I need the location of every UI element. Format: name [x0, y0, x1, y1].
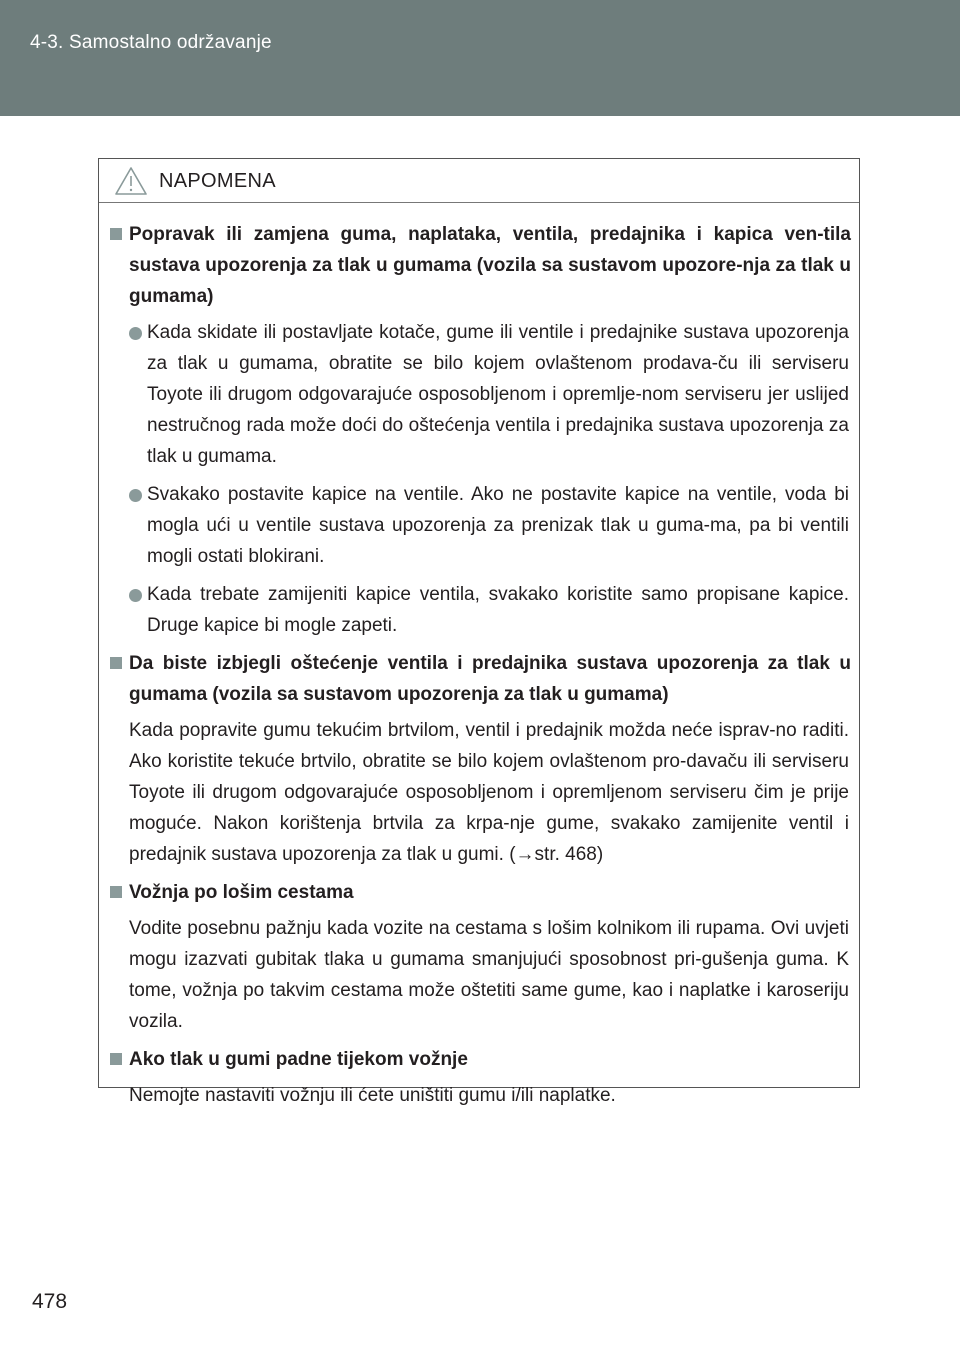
paragraph: Nemojte nastaviti vožnju ili ćete uništiti gumu i/ili naplatke.: [129, 1085, 616, 1106]
dot-bullet-icon: [129, 589, 142, 602]
square-bullet-icon: [110, 228, 122, 240]
list-item-text: Kada trebate zamijeniti kapice ventila, svakako koristite samo propisane kapice. Druge kapice bi mogle zapeti.: [147, 584, 849, 636]
paragraph: Kada popravite gumu tekućim brtvilom, ventil i predajnik možda neće isprav-no raditi. Ako koristite tekuće brtvilo, obratite se bilo kojem ovlaštenom pro-davaču ili serviseru Toyote ili drugom odgovarajuće osposobljenom i opremljenom serviseru čim je prije moguće. Nakon korištenja brtvila za krpa-nje gume, svakako zamijenite ventil i predajnik sustava upozorenja za tlak u gumi. (→str. 468): [129, 720, 849, 865]
note-title: NAPOMENA: [159, 170, 276, 192]
warning-icon: [114, 166, 148, 196]
section-heading-text: Popravak ili zamjena guma, naplataka, ventila, predajnika i kapica ven-tila sustava upozorenja za tlak u gumama (vozila sa sustavom upozore-nja za tlak u gumama): [129, 224, 851, 307]
list-item: [107, 317, 851, 472]
section-heading: [107, 877, 851, 908]
note-body: [99, 203, 859, 1111]
list-item: [107, 479, 851, 572]
section-heading-text: Vožnja po lošim cestama: [129, 882, 354, 903]
section-heading: [107, 648, 851, 710]
section-heading-text: Ako tlak u gumi padne tijekom vožnje: [129, 1049, 468, 1070]
section-heading: [107, 219, 851, 312]
dot-bullet-icon: [129, 327, 142, 340]
page-number: 478: [32, 1290, 68, 1313]
chapter-header: [0, 0, 960, 116]
list-item: [107, 579, 851, 641]
square-bullet-icon: [110, 657, 122, 669]
note-box: [98, 158, 860, 1106]
section-heading: [107, 1044, 851, 1075]
note-header: [99, 159, 859, 203]
dot-bullet-icon: [129, 489, 142, 502]
list-item-text: Kada skidate ili postavljate kotače, gume ili ventile i predajnike sustava upozorenja za tlak u gumama, obratite se bilo kojem ovlaštenom prodava-ču ili serviseru Toyote ili drugom odgovarajuće osposobljenom i opremlje-nom serviseru jer uslijed nestručnog rada može doći do oštećenja ventila i predajnika sustava upozorenja za tlak u gumama.: [147, 322, 849, 467]
list-item-text: Svakako postavite kapice na ventile. Ako ne postavite kapice na ventile, voda bi mogla ući u ventile sustava upozorenja za prenizak tlak u guma-ma, pa bi ventili mogli ostati blokirani.: [147, 484, 849, 567]
section-heading-text: Da biste izbjegli oštećenje ventila i predajnika sustava upozorenja za tlak u gumama (vozila sa sustavom upozorenja za tlak u gumama): [129, 653, 851, 705]
paragraph: Vodite posebnu pažnju kada vozite na cestama s lošim kolnikom ili rupama. Ovi uvjeti mogu izazvati gubitak tlaka u gumama smanjujući sposobnost pri-gušenja guma. K tome, vožnja po takvim cestama može oštetiti same gume, kao i naplatke i karoseriju vozila.: [129, 918, 849, 1032]
square-bullet-icon: [110, 886, 122, 898]
square-bullet-icon: [110, 1053, 122, 1065]
section-title: 4-3. Samostalno održavanje: [30, 32, 272, 53]
